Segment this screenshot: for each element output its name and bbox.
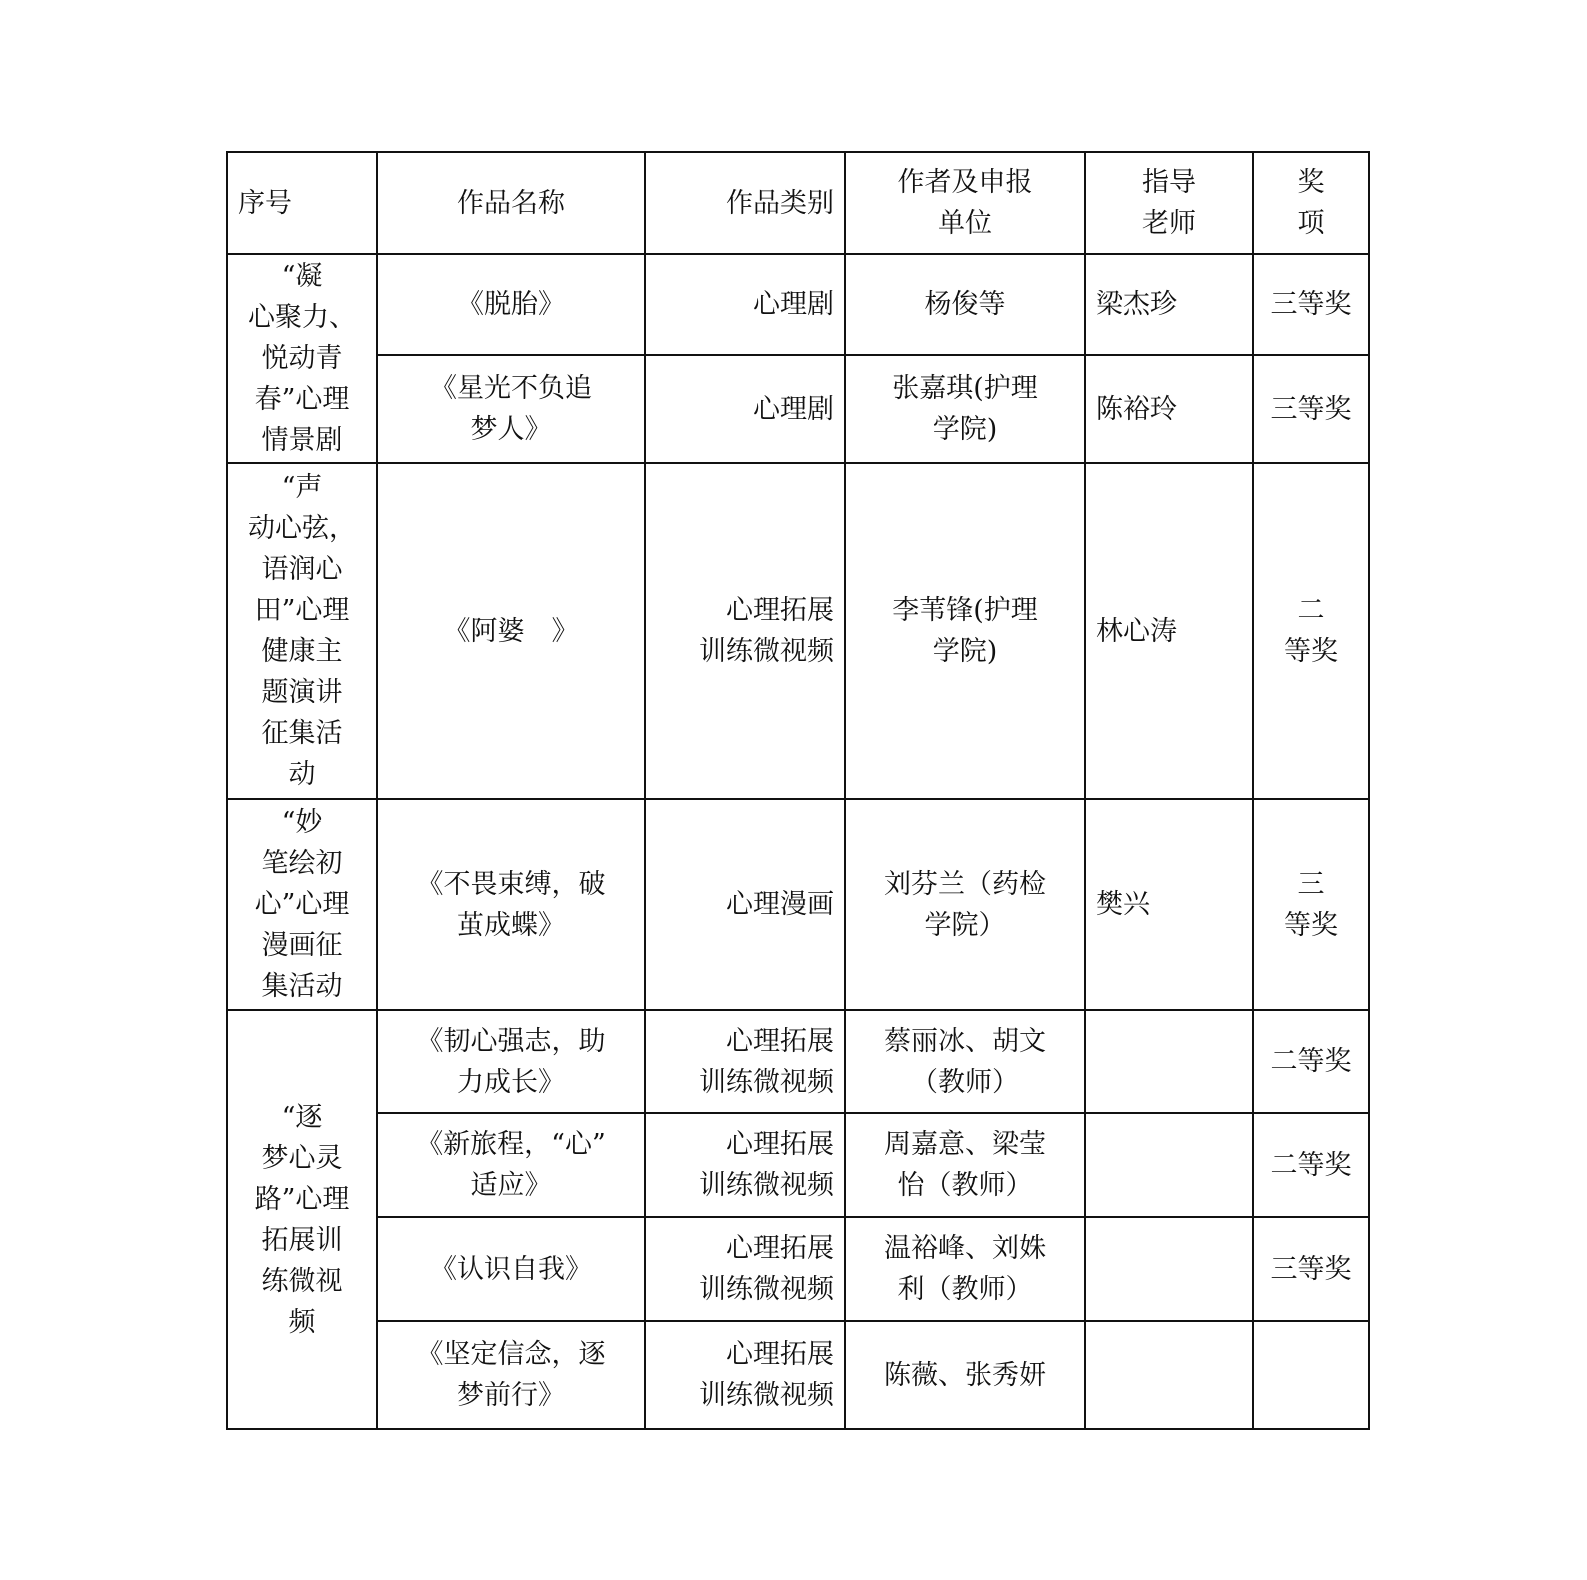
- award-cell: 二等奖: [1253, 1010, 1369, 1113]
- advisor-cell: 陈裕玲: [1085, 355, 1253, 463]
- work-name-cell: 《阿婆 》: [377, 463, 645, 799]
- advisor-cell: [1085, 1321, 1253, 1429]
- award-cell: 三等奖: [1253, 254, 1369, 355]
- work-name-cell: 《不畏束缚，破 茧成蝶》: [377, 799, 645, 1010]
- header-advisor: 指导 老师: [1085, 152, 1253, 254]
- work-type-cell: 心理拓展 训练微视频: [645, 1321, 845, 1429]
- author-cell: 陈薇、张秀妍: [845, 1321, 1085, 1429]
- table-row: [227, 1010, 1369, 1113]
- work-type-cell: 心理拓展 训练微视频: [645, 1113, 845, 1217]
- header-work-type: 作品类别: [645, 152, 845, 254]
- author-cell: 蔡丽冰、胡文 （教师）: [845, 1010, 1085, 1113]
- work-name-cell: 《星光不负追 梦人》: [377, 355, 645, 463]
- work-type-cell: 心理拓展 训练微视频: [645, 1010, 845, 1113]
- advisor-cell: [1085, 1113, 1253, 1217]
- author-cell: 刘芬兰（药检 学院）: [845, 799, 1085, 1010]
- work-type-cell: 心理拓展 训练微视频: [645, 463, 845, 799]
- category-cell: “声 动心弦， 语润心 田”心理 健康主 题演讲 征集活 动: [227, 463, 377, 799]
- advisor-cell: 梁杰珍: [1085, 254, 1253, 355]
- work-name-cell: 《新旅程，“心” 适应》: [377, 1113, 645, 1217]
- table-row: [227, 1321, 1369, 1429]
- author-cell: 周嘉意、梁莹 怡（教师）: [845, 1113, 1085, 1217]
- category-cell: “妙 笔绘初 心”心理 漫画征 集活动: [227, 799, 377, 1010]
- award-cell: 三等奖: [1253, 1217, 1369, 1321]
- award-cell: 三 等奖: [1253, 799, 1369, 1010]
- header-author: 作者及申报 单位: [845, 152, 1085, 254]
- award-cell: 二 等奖: [1253, 463, 1369, 799]
- table-row: [227, 1113, 1369, 1217]
- work-name-cell: 《坚定信念，逐 梦前行》: [377, 1321, 645, 1429]
- work-name-cell: 《韧心强志，助 力成长》: [377, 1010, 645, 1113]
- table-row: [227, 463, 1369, 799]
- advisor-cell: 林心涛: [1085, 463, 1253, 799]
- header-work-name: 作品名称: [377, 152, 645, 254]
- header-row: [227, 152, 1369, 254]
- work-type-cell: 心理漫画: [645, 799, 845, 1010]
- award-cell: [1253, 1321, 1369, 1429]
- category-cell: “逐 梦心灵 路”心理 拓展训 练微视 频: [227, 1010, 377, 1429]
- header-index: 序号: [227, 152, 377, 254]
- work-type-cell: 心理剧: [645, 254, 845, 355]
- advisor-cell: [1085, 1010, 1253, 1113]
- header-award: 奖 项: [1253, 152, 1369, 254]
- table-row: [227, 254, 1369, 355]
- award-cell: 三等奖: [1253, 355, 1369, 463]
- award-cell: 二等奖: [1253, 1113, 1369, 1217]
- table-row: [227, 799, 1369, 1010]
- table-row: [227, 355, 1369, 463]
- author-cell: 杨俊等: [845, 254, 1085, 355]
- author-cell: 温裕峰、刘姝 利（教师）: [845, 1217, 1085, 1321]
- advisor-cell: 樊兴: [1085, 799, 1253, 1010]
- author-cell: 张嘉琪(护理 学院): [845, 355, 1085, 463]
- work-name-cell: 《脱胎》: [377, 254, 645, 355]
- category-cell: “凝 心聚力、 悦动青 春”心理 情景剧: [227, 254, 377, 463]
- advisor-cell: [1085, 1217, 1253, 1321]
- work-type-cell: 心理拓展 训练微视频: [645, 1217, 845, 1321]
- work-type-cell: 心理剧: [645, 355, 845, 463]
- author-cell: 李苇锋(护理 学院): [845, 463, 1085, 799]
- awards-table: [226, 151, 1370, 1430]
- work-name-cell: 《认识自我》: [377, 1217, 645, 1321]
- table-row: [227, 1217, 1369, 1321]
